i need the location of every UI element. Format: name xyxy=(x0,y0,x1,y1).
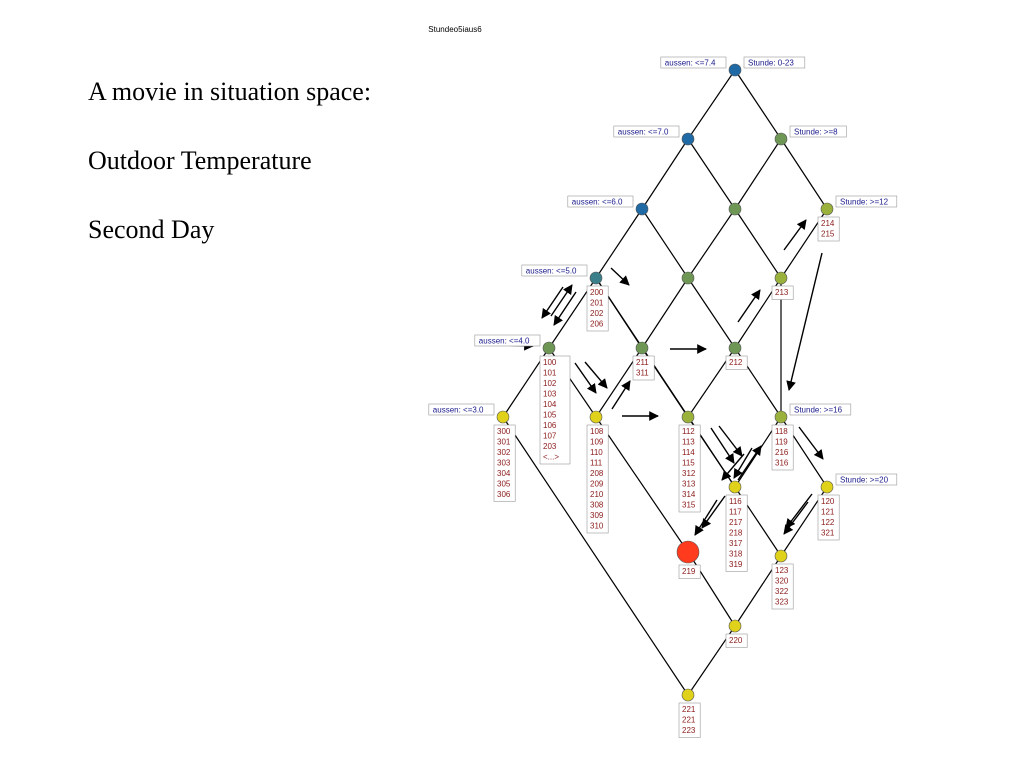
attribute-label xyxy=(661,57,726,68)
lattice-node xyxy=(821,481,833,493)
object-label-item: 220 xyxy=(729,636,743,645)
object-label xyxy=(726,495,747,572)
attribute-label xyxy=(744,57,805,68)
object-label-item: 322 xyxy=(775,587,789,596)
object-label-item: 304 xyxy=(497,469,511,478)
lattice-node xyxy=(543,342,555,354)
object-label-item: 108 xyxy=(590,427,604,436)
lattice-node xyxy=(729,342,741,354)
object-label xyxy=(679,703,700,738)
attribute-label xyxy=(429,404,494,415)
object-label-item: 107 xyxy=(543,431,557,441)
object-label-item: 102 xyxy=(543,379,557,388)
object-label-item: 206 xyxy=(590,319,604,329)
attribute-label-text: Stunde: >=20 xyxy=(840,475,889,485)
lattice-node xyxy=(682,272,694,284)
object-label-item: 116 xyxy=(729,497,742,506)
object-label-item: 101 xyxy=(543,368,557,378)
lattice-node xyxy=(775,550,787,562)
lattice-node xyxy=(729,203,741,215)
attribute-label xyxy=(836,196,897,207)
object-label-item: 109 xyxy=(590,437,604,447)
object-label xyxy=(772,286,793,300)
movement-arrow xyxy=(575,363,596,393)
lattice-edge xyxy=(688,209,735,278)
lattice-edge xyxy=(735,209,781,278)
attribute-label-text: aussen: <=5.0 xyxy=(525,266,577,276)
diagram-title: Stundeo5iaus6 xyxy=(428,25,482,34)
object-label-item: 214 xyxy=(821,219,835,228)
attribute-label-text: aussen: <=3.0 xyxy=(432,405,484,415)
lattice-edge xyxy=(596,209,642,278)
object-labels xyxy=(494,217,839,738)
lattice-edge xyxy=(642,209,688,278)
lattice-node xyxy=(775,133,787,145)
object-label-item: 302 xyxy=(497,448,511,457)
object-label xyxy=(726,356,747,370)
slide-heading: A movie in situation space: xyxy=(88,77,372,106)
lattice-node xyxy=(636,342,648,354)
lattice-edge xyxy=(781,139,827,209)
object-label-item: 305 xyxy=(497,479,511,489)
object-label-item: 122 xyxy=(821,518,835,527)
object-label-item: 311 xyxy=(636,368,649,378)
object-label xyxy=(679,565,700,579)
object-label-item: 117 xyxy=(729,507,742,517)
lattice-node xyxy=(636,203,648,215)
object-label-item: 219 xyxy=(682,567,696,576)
attribute-label-text: Stunde: >=16 xyxy=(794,405,843,415)
object-label-item: 300 xyxy=(497,427,511,436)
object-label-item: 317 xyxy=(729,539,743,548)
movement-arrow xyxy=(789,253,822,390)
object-label-item: 313 xyxy=(682,479,696,489)
object-label-item: 201 xyxy=(590,298,604,308)
lattice-node xyxy=(497,411,509,423)
movement-arrow xyxy=(702,496,725,528)
object-label xyxy=(726,634,747,648)
movement-arrow xyxy=(611,268,629,285)
object-label-item: 213 xyxy=(775,288,789,297)
attribute-label-text: aussen: <=7.4 xyxy=(664,58,716,68)
object-label-item: 202 xyxy=(590,309,604,318)
lattice-node xyxy=(729,620,741,632)
object-label-item: 218 xyxy=(729,528,743,538)
object-label xyxy=(540,356,570,464)
movement-arrow xyxy=(719,426,742,456)
attribute-label xyxy=(836,474,897,485)
object-label-item: 212 xyxy=(729,358,743,367)
lattice-edge xyxy=(642,139,688,209)
object-label-item: 114 xyxy=(682,448,695,457)
object-label xyxy=(772,564,793,609)
lattice-node xyxy=(729,481,741,493)
movement-arrow xyxy=(711,428,734,463)
lattice-edge xyxy=(735,70,781,139)
object-label-item: 115 xyxy=(682,458,695,468)
object-label xyxy=(633,356,654,380)
object-label-item: 203 xyxy=(543,442,557,451)
object-label-item: 321 xyxy=(821,528,835,538)
lattice-node xyxy=(590,411,602,423)
object-label xyxy=(587,286,608,331)
slide-subtitle-day: Second Day xyxy=(88,215,215,245)
object-label xyxy=(679,425,700,512)
object-label-item: 119 xyxy=(775,437,788,447)
attribute-label xyxy=(790,126,846,137)
object-label-item: 118 xyxy=(775,427,788,436)
lattice-edge xyxy=(688,139,735,209)
object-label-item: 112 xyxy=(682,427,695,436)
lattice-node xyxy=(729,64,741,76)
attribute-label xyxy=(522,265,587,276)
object-label-item: 105 xyxy=(543,410,557,420)
object-label-item: 316 xyxy=(775,458,789,468)
object-label-item: 301 xyxy=(497,437,511,447)
slide-subtitle-temperature: Outdoor Temperature xyxy=(88,146,312,176)
object-label-item: 113 xyxy=(682,437,695,447)
object-label xyxy=(772,425,793,470)
lattice-node xyxy=(775,272,787,284)
object-label-item: 123 xyxy=(775,566,789,575)
object-label-item: 120 xyxy=(821,497,835,506)
attribute-label xyxy=(790,404,851,415)
lattice-node xyxy=(682,689,694,701)
object-label-item: 221 xyxy=(682,715,696,725)
attribute-label xyxy=(475,335,540,346)
object-label-item: 211 xyxy=(636,358,649,367)
lattice-node xyxy=(682,133,694,145)
object-label xyxy=(818,495,839,540)
object-label-item: 320 xyxy=(775,576,789,586)
attribute-label-text: Stunde: >=12 xyxy=(840,197,889,207)
lattice-node xyxy=(590,272,602,284)
attribute-label xyxy=(614,126,679,137)
lattice-node xyxy=(821,203,833,215)
attribute-label-text: aussen: <=6.0 xyxy=(571,197,623,207)
object-label-item: 314 xyxy=(682,490,696,499)
movement-arrow xyxy=(554,292,576,325)
object-label-item: 312 xyxy=(682,469,696,478)
object-label-item: 308 xyxy=(590,500,604,510)
object-label-item: 309 xyxy=(590,511,604,520)
attribute-label-text: aussen: <=4.0 xyxy=(478,336,530,346)
attribute-label-text: Stunde: >=8 xyxy=(794,127,838,137)
object-label xyxy=(494,425,515,502)
object-label-item: 210 xyxy=(590,490,604,499)
object-label-item: 121 xyxy=(821,507,835,517)
object-label xyxy=(587,425,608,533)
lattice-edge xyxy=(735,139,781,209)
lattice-edge xyxy=(642,278,688,348)
object-label-item: 217 xyxy=(729,518,743,527)
attribute-label xyxy=(568,196,633,207)
object-label-item: 215 xyxy=(821,229,835,239)
object-label-item: 318 xyxy=(729,549,743,559)
object-label-item: 310 xyxy=(590,521,604,531)
object-label-item: 104 xyxy=(543,400,557,409)
lattice-node xyxy=(775,411,787,423)
lattice-edge xyxy=(596,278,735,487)
object-label-item: 208 xyxy=(590,469,604,478)
object-label-item: 223 xyxy=(682,726,696,735)
object-label-item: 221 xyxy=(682,705,696,714)
object-label-item: <...> xyxy=(543,452,560,462)
object-label-item: 106 xyxy=(543,421,557,430)
object-label-item: 315 xyxy=(682,500,696,510)
object-label-item: 200 xyxy=(590,288,604,297)
current-state-node xyxy=(677,541,699,563)
object-label-item: 103 xyxy=(543,389,557,399)
attribute-label-text: aussen: <=7.0 xyxy=(617,127,669,137)
object-label-item: 100 xyxy=(543,358,557,367)
movement-arrow xyxy=(786,494,812,528)
object-label-item: 306 xyxy=(497,490,511,499)
object-label-item: 323 xyxy=(775,597,789,607)
object-label-item: 216 xyxy=(775,448,789,457)
movement-arrow xyxy=(612,381,630,409)
object-label-item: 111 xyxy=(590,458,603,468)
object-label-item: 319 xyxy=(729,560,743,569)
movement-arrow xyxy=(784,502,808,534)
object-label-item: 303 xyxy=(497,458,511,468)
object-label-item: 110 xyxy=(590,448,603,457)
lattice-node xyxy=(682,411,694,423)
lattice-edge xyxy=(688,278,735,348)
lattice-edge xyxy=(596,417,688,552)
object-label xyxy=(818,217,839,241)
object-label-item: 209 xyxy=(590,479,604,489)
attribute-label-text: Stunde: 0-23 xyxy=(748,58,794,68)
movement-arrow xyxy=(738,290,760,322)
lattice-edge xyxy=(688,70,735,139)
movement-arrow xyxy=(799,427,823,459)
movement-arrow xyxy=(585,362,607,388)
